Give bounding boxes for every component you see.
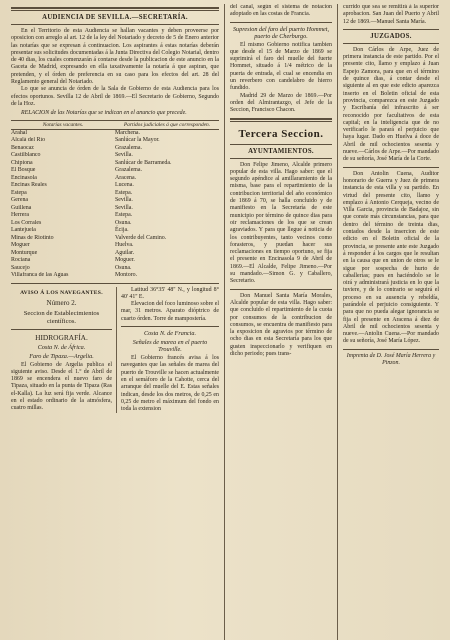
notaria-name: Minas de Riotinto [11, 234, 54, 241]
divider [343, 29, 439, 30]
table-row [11, 137, 219, 145]
table-row [11, 257, 219, 265]
ayuntamiento-jimeno: Don Felipe Jimeno, Alcalde primero popular de esta villa. Hago saber: que el segundo apéndice al amillaramiento de la misma, base para el repartimiento de la contribucion territorial del año económico de 1869 á 70, se halla concluido y de manifiesto en la Secretaría de este municipio por término de quince dias para oir reclamaciones de los que se crean agraviados. Y para que llegue á noticia de los contribuyentes, tanto vecinos como forasteros, y puedan hacer sus reclamaciones en tiempo oportuno, se fija el presente en Encinasola 9 de Abril de 1869.—El Alcalde, Felipe Jimeno.—Por su mandado.—Simon G. y Caballero, Secretario. [230, 161, 332, 285]
notaria-name: Moguer [11, 242, 30, 249]
divider [343, 167, 439, 168]
san-juan-text: currido que sea se remitirá á la superior aprobacion. San Juan del Puerto y Abril 12 de 1869.—Manuel Santa María. [343, 4, 439, 25]
divider [11, 329, 112, 330]
table-row [11, 265, 219, 273]
table-row [11, 145, 219, 153]
supresion-text: El mismo Gobierno notifica tambien que desde el 15 de Marzo de 1869 se suprimirá el faro del muelle del fuerte Hommet, situado á 1/4 métrico de la puerta de entrada, el cual se encendia en un reverbero con candelabro de hierro fundido. [230, 41, 332, 92]
table-row [11, 235, 219, 243]
divider [230, 144, 332, 145]
partido-name: Estepa. [115, 212, 133, 219]
th-partidos: Partidos judiciales á que corresponden. [123, 121, 211, 128]
notaria-name: Los Corrales [11, 219, 42, 226]
juzgados-header: JUZGADOS. [370, 32, 412, 40]
partido-name: Grazalema. [115, 144, 142, 151]
table-row [11, 182, 219, 190]
notaries-table [11, 130, 219, 280]
notaria-name: Villafranca de las Aguas [11, 272, 69, 279]
lat-text: Elevacion del foco luminoso sobre el mar, 31 metros. Aparato dióptrico de cuarto órden. Torre de mampostería. [121, 301, 219, 322]
notaries-table-header [11, 120, 219, 130]
tercera-seccion: Tercera Seccion. [238, 127, 324, 140]
table-row [11, 250, 219, 258]
partido-name: Sanlúcar la Mayor. [115, 137, 160, 144]
partido-name: Écija. [115, 227, 129, 234]
notaria-name: Gerena [11, 197, 29, 204]
table-row [11, 167, 219, 175]
canal-text: del canal, según el sistema de notacion adoptado en las costas de Francia. [230, 4, 332, 18]
header-rule [11, 7, 219, 11]
costa-francia: Costa N. de Francia. [143, 330, 197, 338]
notaria-name: Saucejo [11, 264, 30, 271]
partido-name: Sevilla. [115, 197, 133, 204]
partido-name: Estepa. [115, 189, 133, 196]
notaria-name: Monturque [11, 249, 38, 256]
avisos-section [11, 287, 219, 414]
avisos-header: AVISO Á LOS NAVEGANTES. [20, 289, 103, 296]
avisos-subcol-1 [11, 287, 117, 414]
section-rule [230, 118, 332, 122]
partido-name: Aracena. [115, 174, 137, 181]
notaria-name: Castilblanco [11, 152, 41, 159]
divider [230, 289, 332, 290]
juzgado-arpe: Don Cárlos de Arpe, Juez de primera instancia de este partido. Por el presente cito, llamo y emplazo á Juan Espejo Zamora, para que en el término de quince dias, á contar desde el siguiente al en que este edicto aparezca inserto en el Boletin oficial de esta provincia, comparezca en este Juzgado y Escribanía del infrascrito á ser reconocido por facultativos de esta capital; en la inteligencia que de no verificarlo le parará el perjuicio que haya lugar. Dado en Huelva á doce de Abril de mil ochocientos sesenta y nueve.—Cárlos de Arpe.—Por mandado de su señoría, José María de la Corte. [343, 46, 439, 163]
table-row [11, 152, 219, 160]
divider [343, 43, 439, 44]
imprenta: Imprenta de D. José María Herrera y Pinzon. [346, 352, 436, 367]
divider [121, 326, 219, 327]
costa-africa: Costa N. de África. [37, 343, 86, 351]
table-row [11, 205, 219, 213]
partido-name: Valverde del Camino. [115, 234, 167, 241]
divider [11, 24, 219, 25]
divider [11, 283, 219, 284]
partido-name: Sevilla. [115, 204, 133, 211]
juzgado-cuena: Don Antolin Cuena, Auditor honorario de Guerra y Juez de primera instancia de esta villa y su partido. En virtud del presente cito, llamo y emplazo á Antonio Cerqueja, vecino de Villa Garcia, provincia de Badajoz, sin que conste más circunstancias, para que dentro del término de treinta dias, contados desde la insercion de este edicto en el Boletin oficial de la provincia, se presente ante este Juzgado á responder á los cargos que le resultan en la causa que en union de otros se le sigue por sospecha de hurto de caballerías; pues en haciéndolo se le oirá y administrará justicia en lo que la tuviere, y de lo contrario se seguirá el proceso en su ausencia y rebeldía, parándole el perjuicio consiguiente. Y para que no pueda alegar ignorancia se fija el presente en Aracena á diez de Abril de mil ochocientos sesenta y nueve.—Antolin Cuena.—Por mandado de su señoría, José María López. [343, 170, 439, 345]
relacion-title: RELACION de las Notarías que se indican en el anuncio que precede. [21, 110, 187, 117]
faro-tipaza: Faro de Tipaza.—Argelia. [29, 352, 94, 360]
partido-name: Sanlúcar de Barrameda. [115, 159, 172, 166]
notaria-name: Benaocaz [11, 144, 34, 151]
audiencia-paragraph-1: En el Territorio de esta Audiencia se hallan vacantes y deben proveerse por oposicion con arreglo al art. 12 de la ley del Notariado y decreto de 5 de Enero anterior las notarías que se expresan á continuacion. Los aspirantes á estas notarías deberán presentar sus solicitudes documentadas á la Junta Directiva del Colegio Notarial, dentro de 40 dias, los cuales comenzarán á contarse desde la publicacion de este anuncio en la Gaceta de Madrid, expresando en ella taxativamente la notaría á que aspiran, que pretenden, y el órden de preferencia en su caso para los efectos del art. 28 del Reglamento general del Notariado. [11, 28, 219, 86]
ayuntamientos-header: AYUNTAMIENTOS. [248, 147, 314, 155]
avisos-subcol-2 [117, 287, 219, 414]
notaria-name: Arahal [11, 129, 28, 136]
notaria-name: Lantejuela [11, 227, 36, 234]
madrid-firma: Madrid 29 de Marzo de 1869.—Por orden del Almirantazgo, el Jefe de la Seccion, Francisco Chacon. [230, 92, 332, 114]
partido-name: Moguer. [115, 257, 135, 264]
notaria-name: Estepa [11, 189, 27, 196]
column-left [6, 4, 224, 640]
divider [230, 158, 332, 159]
table-row [11, 242, 219, 250]
table-row [11, 227, 219, 235]
audiencia-paragraph-2: Lo que se anuncia de órden de la Sala de Gobierno de esta Audiencia para los efectos oportunos. Sevilla 12 de Abril de 1869.—El Secretario de Gobierno, Segundo de la Hoz. [11, 86, 219, 107]
partido-name: Marchena. [115, 129, 141, 136]
table-row [11, 220, 219, 228]
divider [230, 22, 332, 23]
table-row [11, 197, 219, 205]
tipaza-text: El Gobierno de Argelia publica el siguiente aviso. Desde el 1.º de Abril de 1869 se encendera el nuevo faro de Tipaza, situado en la punta de Tipaza (Ras el-Kalla). La luz será fija verde. Alcance en el estado ordinario de la atmósfera, cuatro millas. [11, 361, 112, 412]
senales: Señales de marea en el puerto Trouville. [132, 339, 208, 354]
notaria-name: Encinasola [11, 174, 37, 181]
notaria-name: El Bosque [11, 167, 36, 174]
column-right [338, 4, 444, 640]
column-middle [224, 4, 338, 640]
notaria-name: Herrera [11, 212, 29, 219]
divider [343, 349, 439, 350]
partido-name: Osuna. [115, 219, 132, 226]
table-row [11, 212, 219, 220]
table-row [11, 272, 219, 280]
hidrografia: HIDROGRAFÍA. [35, 332, 88, 342]
partido-name: Osuna. [115, 264, 132, 271]
seccion: Seccion de Establecimientos científicos. [23, 309, 100, 325]
notaria-name: Encinas Reales [11, 182, 47, 189]
notaria-name: Alcalá del Río [11, 137, 46, 144]
partido-name: Montoro. [115, 272, 138, 279]
partido-name: Sevilla. [115, 152, 133, 159]
latitud: Latitud 36°35' 48'' N., y longitud 8° 40' 41'' E. [121, 286, 219, 300]
table-row [11, 175, 219, 183]
ayuntamiento-morales: Don Manuel Santa María Morales, Alcalde popular de esta villa. Hago saber: que concluido el repartimiento de la cuota por consumos de la contribucion de consumos, se encuentra de manifiesto para la exposicion de agravios por término de ocho dias en esta Secretaría para los que gusten inspeccionarlo y verifiquen en dicho periodo; pues trans- [230, 292, 332, 357]
audiencia-header: AUDIENCIA DE SEVILLA.—SECRETARÍA. [42, 14, 188, 21]
supresion-title: Supresion del faro del puerto Hommet, puerto de Cherburgo. [232, 25, 330, 40]
partido-name: Lucena. [115, 182, 134, 189]
table-row [11, 160, 219, 168]
partido-name: Aguilar. [115, 249, 135, 256]
partido-name: Grazalema. [115, 167, 142, 174]
th-notarias: Notarías vacantes. [42, 121, 84, 128]
notaria-name: Rociana [11, 257, 31, 264]
table-row [11, 130, 219, 138]
notaria-name: Guillena [11, 204, 32, 211]
partido-name: Huelva. [115, 242, 134, 249]
notaria-name: Chipiona [11, 159, 33, 166]
table-row [11, 190, 219, 198]
numero: Número 2. [46, 298, 77, 307]
trouville-text: El Gobierno francés avisa á los navegantes que las señales de marea del puerto de Trouville se hacen actualmente en el semáforo de la Cahotte, cerca del arranque del muelle del E. Estas señales indican, desde los dos metros, de 0,25 en 0,25 de metro el máximum del fondo en toda la extension [121, 355, 219, 413]
